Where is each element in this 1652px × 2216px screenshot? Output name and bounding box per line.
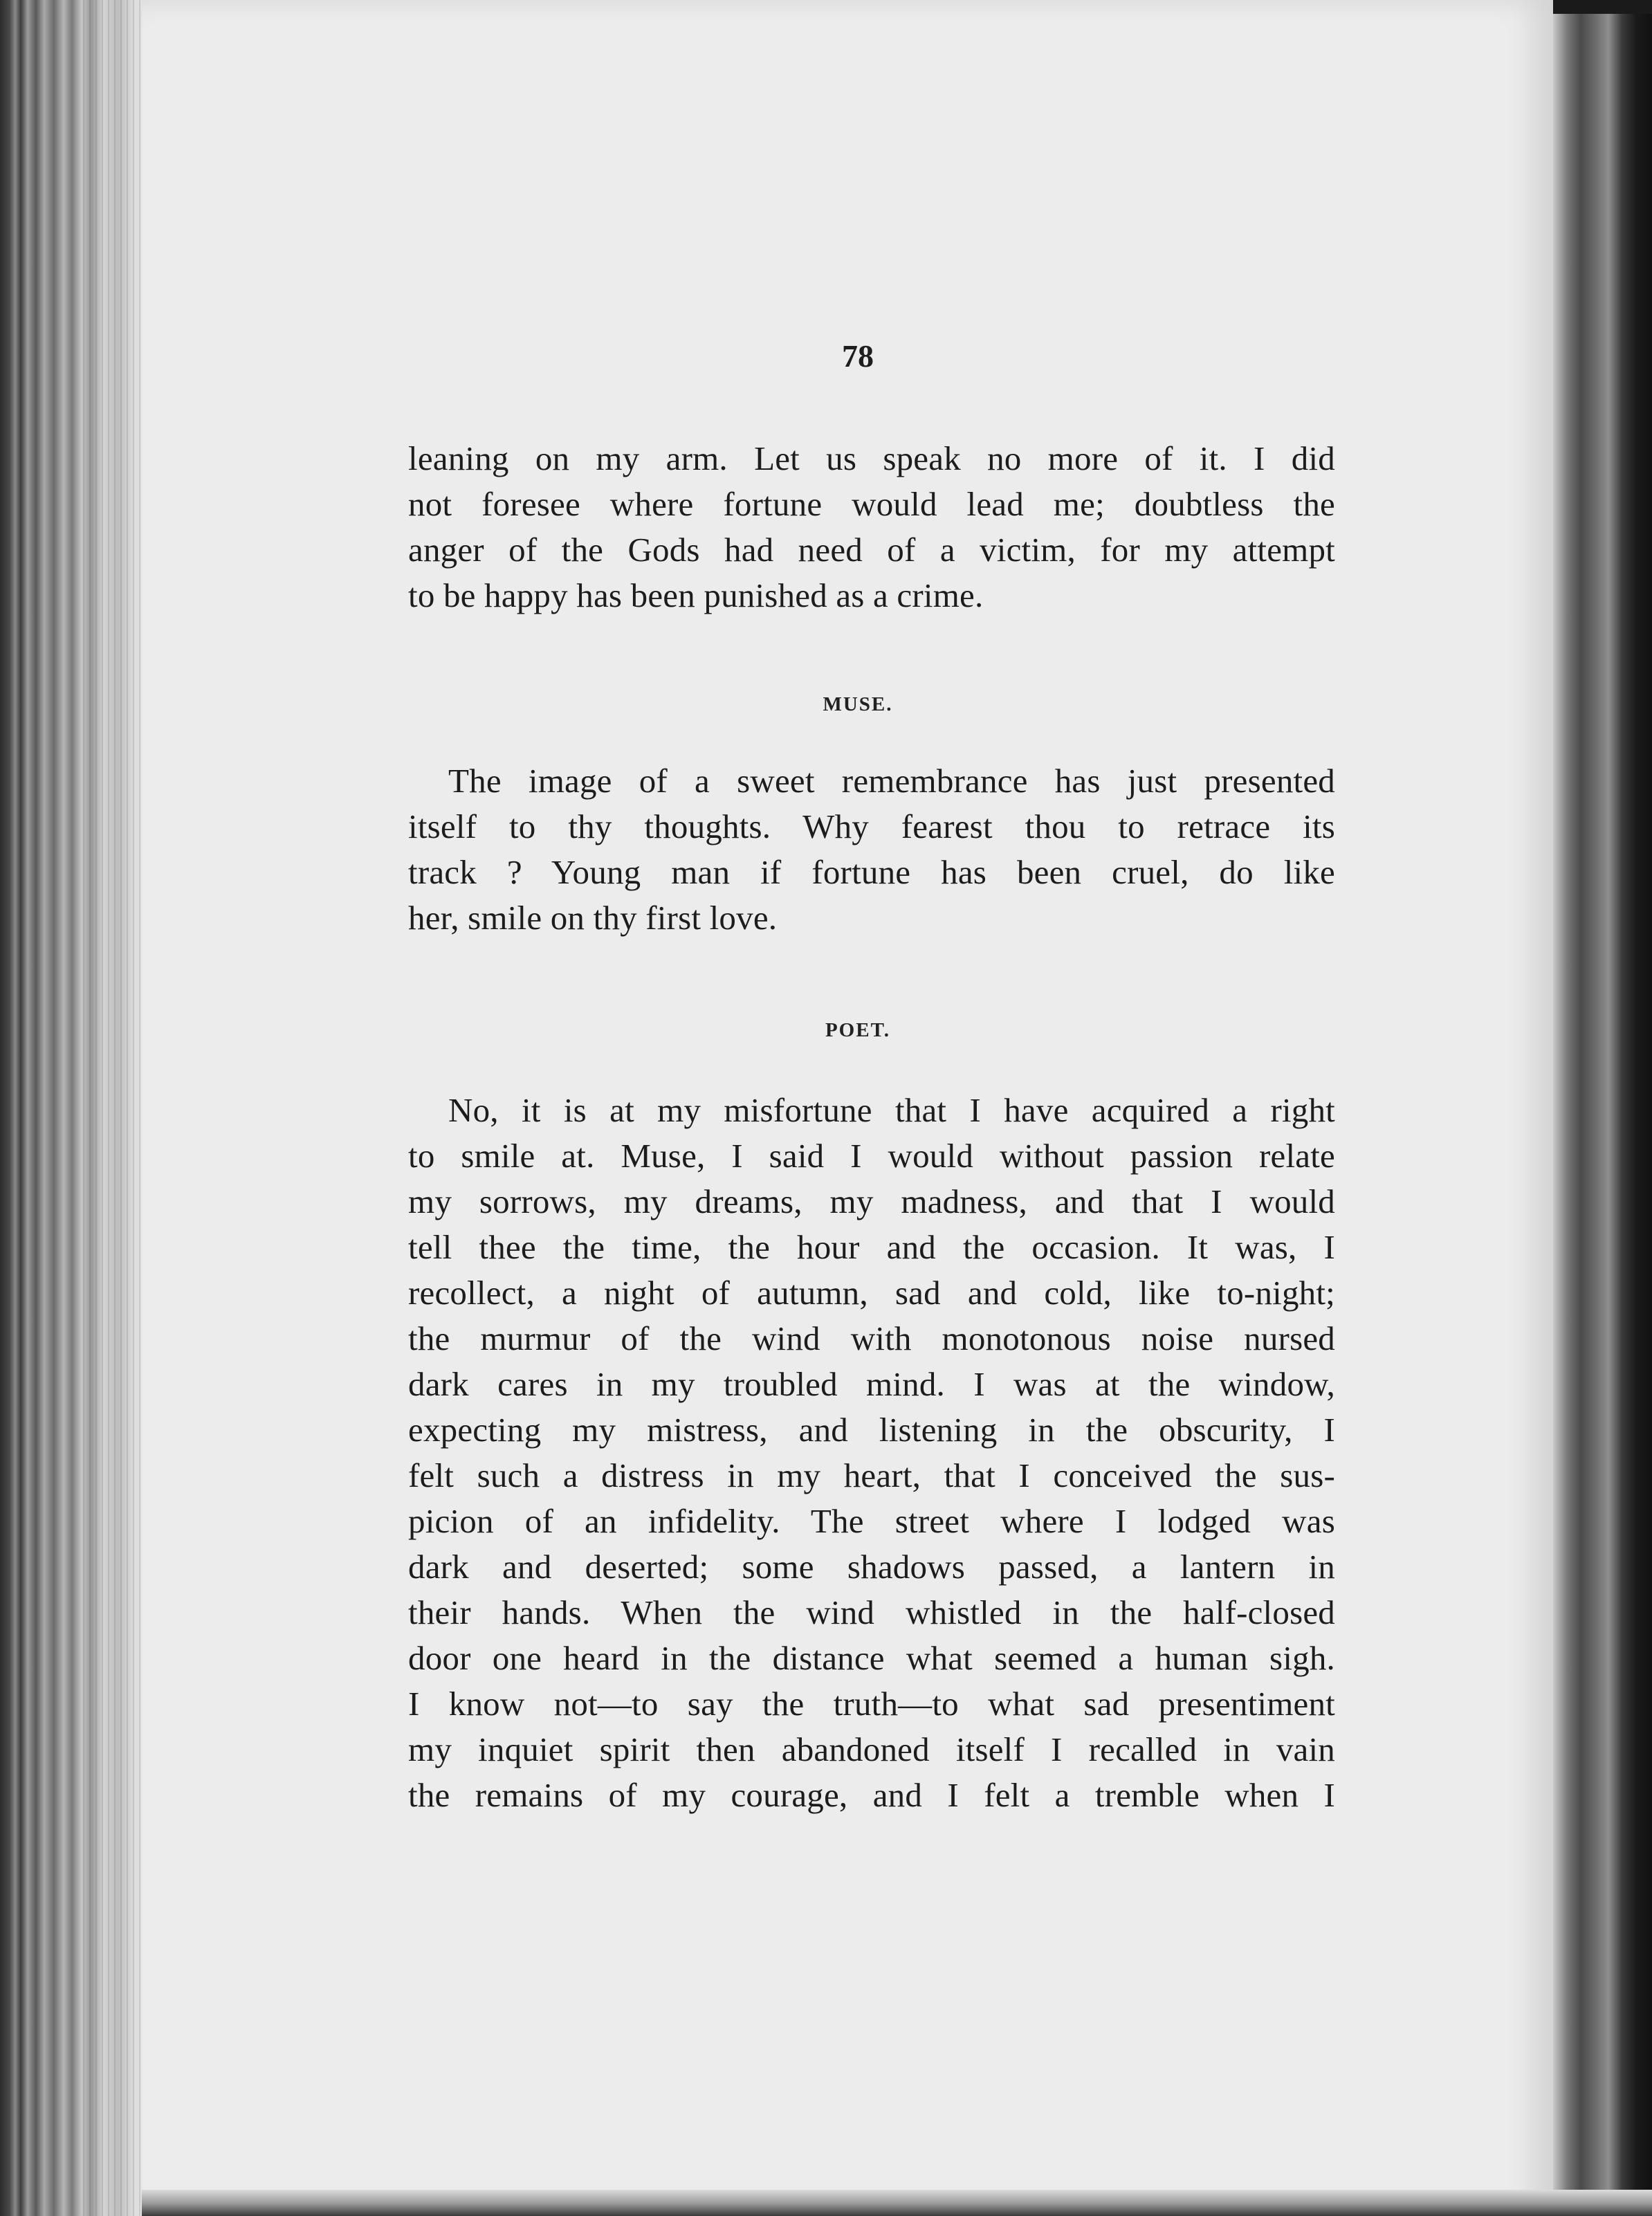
text-line: itself to thy thoughts. Why fearest thou to retrace its [408,807,1335,845]
paragraph-2 [408,758,1335,941]
text-line: The image of a sweet remembrance has just presented [448,762,1335,800]
text-line: to smile at. Muse, I said I would without passion relate [408,1137,1335,1175]
speaker-heading-muse: MUSE. [823,693,893,715]
text-line: door one heard in the distance what seemed a human sigh. [408,1639,1335,1677]
text-line: her, smile on thy first love. [408,899,778,937]
speaker-heading-poet: POET. [825,1019,891,1041]
text-line: expecting my mistress, and listening in the obscurity, I [408,1411,1335,1449]
text-line: my sorrows, my dreams, my madness, and that I would [408,1182,1335,1220]
page-number: 78 [842,338,874,374]
text-line: tell thee the time, the hour and the occasion. It was, I [408,1228,1335,1266]
text-line: picion of an infidelity. The street where I lodged was [408,1502,1335,1540]
book-bottom-edge [142,2190,1652,2216]
text-line: not foresee where fortune would lead me; doubtless the [408,485,1335,523]
text-line: the remains of my courage, and I felt a tremble when I [408,1776,1335,1814]
text-line: anger of the Gods had need of a victim, for my attempt [408,531,1335,569]
paragraph-1 [408,436,1335,619]
text-line: the murmur of the wind with monotonous noise nursed [408,1319,1335,1357]
paragraph-3 [408,1088,1335,1818]
text-line: to be happy has been punished as a crime. [408,576,984,614]
text-line: No, it is at my misfortune that I have acquired a right [448,1091,1335,1129]
book-right-corner [1553,0,1652,15]
text-line: felt such a distress in my heart, that I conceived the sus- [408,1456,1335,1494]
text-line: recollect, a night of autumn, sad and cold, like to-night; [408,1274,1335,1312]
text-line: leaning on my arm. Let us speak no more of it. I did [408,439,1335,477]
book-right-edge [1553,14,1652,2216]
text-line: their hands. When the wind whistled in the half-closed [408,1593,1335,1631]
page-stack-lines [83,0,149,2216]
text-line: dark cares in my troubled mind. I was at the window, [408,1365,1335,1403]
text-line: track ? Young man if fortune has been cruel, do like [408,853,1335,891]
text-line: I know not—to say the truth—to what sad presentiment [408,1685,1335,1723]
text-line: dark and deserted; some shadows passed, a lantern in [408,1548,1335,1586]
text-line: my inquiet spirit then abandoned itself I recalled in vain [408,1730,1335,1768]
